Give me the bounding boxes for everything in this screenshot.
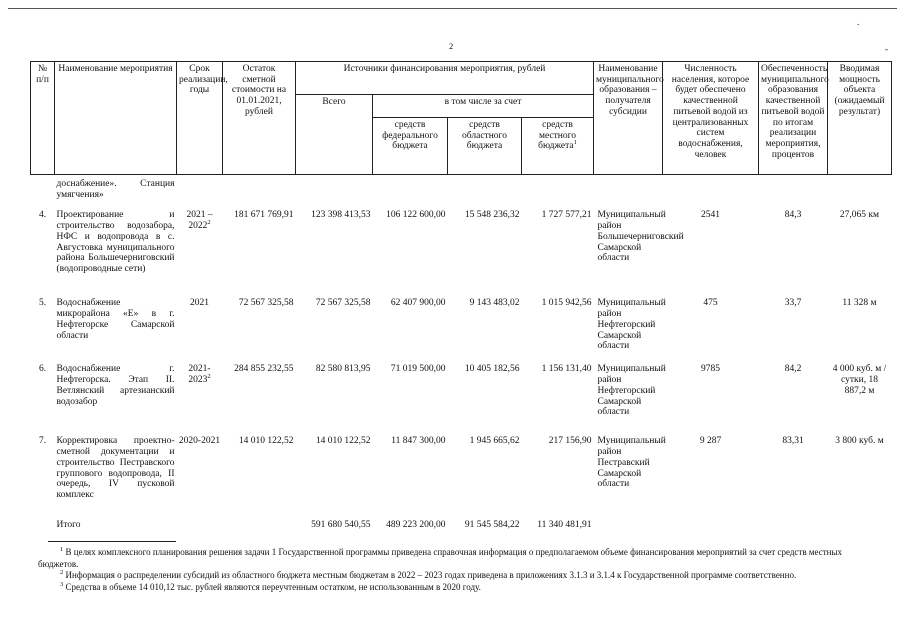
financing-table xyxy=(30,61,892,531)
footnote-mark: 1 xyxy=(60,546,64,553)
header-regional: средств областного бюджета xyxy=(448,118,522,175)
row-num: 6. xyxy=(38,364,47,375)
row-regional: 10 405 182,56 xyxy=(464,364,520,375)
row-term-text: 2021 xyxy=(190,298,209,309)
row-regional: 15 548 236,32 xyxy=(464,210,520,221)
header-term: Срок реализации, годы xyxy=(177,62,223,175)
footnote xyxy=(38,570,873,582)
table-row xyxy=(31,364,892,436)
row-balance: 72 567 325,58 xyxy=(238,298,294,309)
row-local: 1 015 942,56 xyxy=(541,298,592,309)
row-num: 7. xyxy=(38,436,47,447)
row-provision: 33,7 xyxy=(784,298,802,309)
header-population: Численность населения, которое будет обеспечено качественной питьевой водой из централизованных систем водоснабжения, человек xyxy=(663,62,759,175)
row-capacity: 3 800 куб. м xyxy=(835,436,884,447)
row-capacity: 27,065 км xyxy=(839,210,880,221)
footnote-text: Информация о распределении субсидий из областного бюджета местным бюджетам в 2022 – 2023 годах приведена в приложениях 3.1.3 и 3.1.4 к Государственной программе соответственно. xyxy=(65,570,797,580)
row-total: 82 580 813,95 xyxy=(315,364,371,375)
footnote-text: Средства в объеме 14 010,12 тыс. рублей являются переучтенным остатком, не использованным в 2020 году. xyxy=(65,581,481,592)
row-term xyxy=(177,436,223,520)
footnote-ref: 2 xyxy=(207,372,211,380)
row-term xyxy=(177,298,223,364)
row-federal: 11 847 300,00 xyxy=(391,436,446,447)
row-term-text: 2021-2023 xyxy=(188,364,211,386)
totals-total: 591 680 540,55 xyxy=(311,520,371,531)
corner-mark: . xyxy=(857,17,860,27)
row-regional: 1 945 665,62 xyxy=(469,436,520,447)
row-federal: 106 122 600,00 xyxy=(386,210,446,221)
header-num: № п/п xyxy=(31,62,55,175)
row-capacity: 4 000 куб. м / сутки, 18 887,2 м xyxy=(832,364,887,396)
header-municipality: Наименование муниципального образования – получателя субсидии xyxy=(594,62,663,175)
row-total: 72 567 325,58 xyxy=(315,298,371,309)
row-name: Корректировка проектно-сметной документации и строительство Пестравского группового водопровода, II очередь, IV пусковой комплекс xyxy=(56,436,175,500)
row-federal: 62 407 900,00 xyxy=(390,298,446,309)
top-border-line xyxy=(8,8,897,9)
row-provision: 84,2 xyxy=(784,364,802,375)
row-federal: 71 019 500,00 xyxy=(390,364,446,375)
table-row xyxy=(31,436,892,520)
row-municipality: Муниципальный район Нефтегорский Самарской области xyxy=(597,364,666,418)
footnote-mark: 2 xyxy=(60,569,64,576)
footnote xyxy=(38,547,873,570)
row-municipality: Муниципальный район Большечерниговский Самарской области xyxy=(597,210,684,264)
header-local xyxy=(522,118,594,175)
header-local-text: средств местного бюджета xyxy=(538,120,577,152)
row-regional: 9 143 483,02 xyxy=(469,298,520,309)
row-provision: 84,3 xyxy=(784,210,802,221)
totals-row xyxy=(31,520,892,531)
row-municipality: Муниципальный район Нефтегорский Самарской области xyxy=(597,298,666,352)
row-local: 1 156 131,40 xyxy=(541,364,592,375)
table-row xyxy=(31,210,892,298)
totals-regional: 91 545 584,22 xyxy=(464,520,520,531)
row-population: 9 287 xyxy=(699,436,722,447)
footnote-mark: 3 xyxy=(60,580,64,588)
row-num: 5. xyxy=(38,298,47,309)
footnote-ref: 2 xyxy=(207,218,211,226)
header-capacity: Вводимая мощность объекта (ожидаемый результат) xyxy=(828,62,892,175)
row-term xyxy=(177,210,223,298)
row-name: Водоснабжение г. Нефтегорска. Этап II. Ветлянский артезианский водозабор xyxy=(56,364,175,407)
row-balance: 14 010 122,52 xyxy=(238,436,294,447)
row-local: 1 727 577,21 xyxy=(541,210,592,221)
row-population: 9785 xyxy=(701,364,720,375)
footnotes xyxy=(38,541,873,593)
table-row xyxy=(31,298,892,364)
row-term-text: 2021 – 2022 xyxy=(186,210,213,232)
row-name: Водоснабжение микрорайона «Е» в г. Нефтегорске Самарской области xyxy=(56,298,175,341)
row-total: 123 398 413,53 xyxy=(311,210,371,221)
row-municipality: Муниципальный район Пестравский Самарской области xyxy=(597,436,666,490)
row-population: 2541 xyxy=(701,210,720,221)
header-federal: средств федерального бюджета xyxy=(373,118,448,175)
row-population: 475 xyxy=(703,298,718,309)
row-capacity: 11 328 м xyxy=(842,298,877,309)
header-sources: Источники финансирования мероприятия, рублей xyxy=(296,62,594,95)
row-term xyxy=(177,364,223,436)
corner-mark: - xyxy=(885,44,888,54)
header-including: в том числе за счет xyxy=(373,95,594,118)
row-num: 4. xyxy=(38,210,47,221)
row-balance: 181 671 769,91 xyxy=(234,210,294,221)
header-provision: Обеспеченность муниципального образования качественной питьевой водой по итогам реализации мероприятия, процентов xyxy=(759,62,828,175)
header-balance: Остаток сметной стоимости на 01.01.2021, рублей xyxy=(223,62,296,175)
header-name: Наименование мероприятия xyxy=(55,62,177,175)
footnote-text: В целях комплексного планирования решения задачи 1 Государственной программы приведена справочная информация о предполагаемом объеме финансирования мероприятий за счет средств местных бюджетов. xyxy=(38,547,843,569)
row-local: 217 156,90 xyxy=(548,436,592,447)
totals-local: 11 340 481,91 xyxy=(537,520,592,531)
carryover-text: доснабжение». Станция умягчения» xyxy=(56,179,175,200)
row-provision: 83,31 xyxy=(782,436,804,447)
page-number: 2 xyxy=(449,41,454,51)
row-name: Проектирование и строительство водозабора, НФС и водопровода в с. Августовка муниципального района Большечерниговский (водопроводные сети) xyxy=(56,210,175,274)
row-term-text: 2020-2021 xyxy=(178,436,221,447)
row-balance: 284 855 232,55 xyxy=(234,364,294,375)
totals-label: Итого xyxy=(56,520,81,531)
totals-federal: 489 223 200,00 xyxy=(386,520,446,531)
footnote-ref: 1 xyxy=(573,139,577,147)
header-total: Всего xyxy=(296,95,373,175)
footnote xyxy=(38,582,873,594)
row-total: 14 010 122,52 xyxy=(315,436,371,447)
